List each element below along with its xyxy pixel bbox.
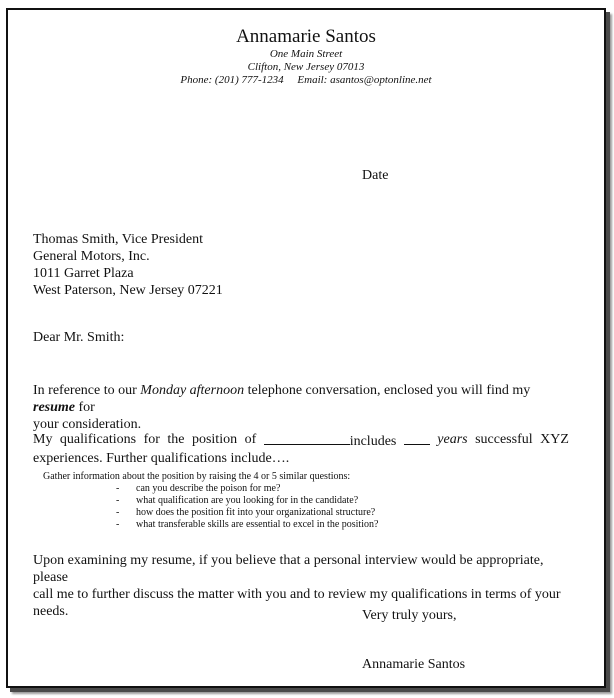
recipient-line: General Motors, Inc. <box>33 249 150 264</box>
fill-in-blank <box>404 431 430 445</box>
paragraph-line <box>33 431 569 450</box>
sender-name: Annamarie Santos <box>236 26 376 47</box>
list-item-text: how does the position fit into your organizational structure? <box>136 507 376 518</box>
list-item <box>116 507 378 519</box>
paragraph-line <box>33 382 569 416</box>
list-item-text: what transferable skills are essential to excel in the position? <box>136 519 379 530</box>
fill-in-blank <box>264 431 350 445</box>
sender-contact: Phone: (201) 777-1234 Email: asantos@optonline.net <box>180 74 432 86</box>
word: includes <box>349 434 397 449</box>
sender-street: One Main Street <box>269 48 343 60</box>
paragraph-line: call me to further discuss the matter with you and to review my qualifications in terms of your needs. <box>33 587 561 619</box>
text-run: for <box>75 400 95 415</box>
list-item-text: what qualification are you looking for in the candidate? <box>136 495 359 506</box>
list-item <box>116 483 378 495</box>
recipient-line: Thomas Smith, Vice President <box>33 232 203 247</box>
salutation: Dear Mr. Smith: <box>33 330 125 345</box>
paragraph-line: Upon examining my resume, if you believe that a personal interview would be appropriate, please <box>33 553 544 585</box>
dash-bullet: - <box>116 519 120 530</box>
recipient-line: 1011 Garret Plaza <box>33 266 134 281</box>
recipient-line: West Paterson, New Jersey 07221 <box>33 283 223 298</box>
word: My <box>33 432 53 447</box>
word: XYZ <box>540 432 569 447</box>
notes-intro: Gather information about the position by raising the 4 or 5 similar questions: <box>43 471 351 482</box>
letter-page <box>8 10 604 686</box>
word: the <box>167 432 185 447</box>
list-item-text: can you describe the poison for me? <box>136 483 281 494</box>
recipient-block <box>33 231 223 299</box>
list-item <box>116 519 378 531</box>
word: for <box>143 432 160 447</box>
list-item <box>116 495 378 507</box>
sender-city: Clifton, New Jersey 07013 <box>247 61 365 73</box>
dash-bullet: - <box>116 495 120 506</box>
word: qualifications <box>59 432 137 447</box>
text-run: In reference to our <box>33 383 141 398</box>
text-run-bold-italic: resume <box>33 400 75 415</box>
word: successful <box>475 432 533 447</box>
notes-list <box>116 483 378 531</box>
paragraph-qualifications <box>33 431 569 467</box>
paragraph-line: experiences. Further qualifications include…. <box>33 451 290 466</box>
text-run: telephone conversation, enclosed you will find my <box>244 383 531 398</box>
closing: Very truly yours, <box>362 608 457 623</box>
paragraph-line: your consideration. <box>33 417 142 432</box>
text-run-italic: Monday afternoon <box>140 383 245 398</box>
paragraph-interview <box>33 552 569 620</box>
document-frame <box>6 8 606 688</box>
word: of <box>244 432 257 447</box>
paragraph-reference <box>33 382 569 433</box>
date-label: Date <box>362 168 389 183</box>
dash-bullet: - <box>116 483 120 494</box>
signature-name: Annamarie Santos <box>362 657 466 672</box>
dash-bullet: - <box>116 507 120 518</box>
word-italic: years <box>437 432 468 447</box>
word: position <box>191 432 238 447</box>
